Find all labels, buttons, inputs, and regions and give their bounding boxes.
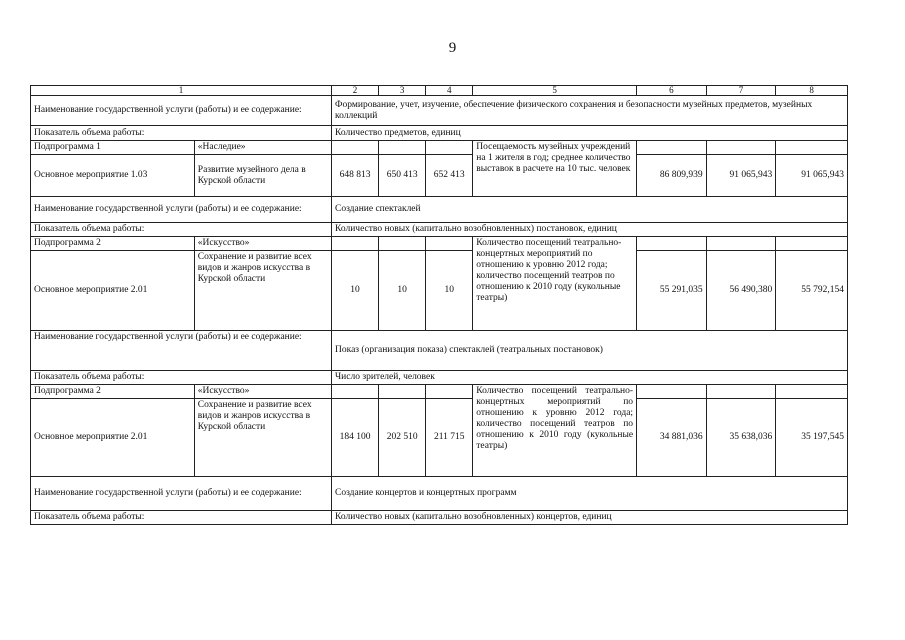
service-row [31,477,848,511]
header-cell: 8 [776,86,848,96]
value-cell: 10 [379,251,426,331]
indicator-text: Количество посещений театрально-концертных мероприятий по отношению к уровню 2012 года; количество посещений театров по отношению к 2010 году (кукольные театры) [473,385,637,477]
value-cell: 202 510 [379,399,426,477]
indicator-value: Количество новых (капитально возобновленных) постановок, единиц [331,223,847,237]
indicator-label: Показатель объема работы: [31,511,332,525]
service-label: Наименование государственной услуги (работы) и ее содержание: [31,96,332,126]
indicator-text: Посещаемость музейных учреждений на 1 жителя в год; среднее количество выставок в расчете на 10 тыс. человек [473,141,637,197]
value-cell: 650 413 [379,155,426,197]
header-cell: 3 [379,86,426,96]
service-value: Показ (организация показа) спектаклей (театральных постановок) [331,331,847,371]
event-label: Основное мероприятие 1.03 [31,155,195,197]
indicator-label: Показатель объема работы: [31,223,332,237]
value-cell: 55 792,154 [776,251,848,331]
value-cell: 35 638,036 [706,399,776,477]
subprogram-label: Подпрограмма 2 [31,237,195,251]
value-cell: 10 [426,251,473,331]
value-cell: 184 100 [331,399,378,477]
header-cell: 5 [473,86,637,96]
value-cell: 91 065,943 [706,155,776,197]
page-number: 9 [448,40,457,56]
service-row [31,197,848,223]
subprogram-label: Подпрограмма 2 [31,385,195,399]
header-cell: 1 [31,86,332,96]
subprogram-value: «Искусство» [194,385,331,399]
event-name: Развитие музейного дела в Курской области [194,155,331,197]
indicator-value: Количество новых (капитально возобновленных) концертов, единиц [331,511,847,525]
indicator-row [31,511,848,525]
value-cell: 56 490,380 [706,251,776,331]
header-row [31,86,848,96]
service-value: Формирование, учет, изучение, обеспечение физического сохранения и безопасности музейных предметов, музейных коллекций [331,96,847,126]
value-cell: 91 065,943 [776,155,848,197]
service-value: Создание спектаклей [331,197,847,223]
value-cell: 652 413 [426,155,473,197]
indicator-text: Количество посещений театрально-концертных мероприятий по отношению к уровню 2012 года; количество посещений театров по отношению к 2010 году (кукольные театры) [473,237,637,331]
value-cell: 211 715 [426,399,473,477]
service-row [31,96,848,126]
service-label: Наименование государственной услуги (работы) и ее содержание: [31,197,332,223]
subprogram-value: «Искусство» [194,237,331,251]
event-name: Сохранение и развитие всех видов и жанров искусства в Курской области [194,251,331,331]
service-label: Наименование государственной услуги (работы) и ее содержание: [31,331,332,371]
header-cell: 7 [706,86,776,96]
indicator-value: Число зрителей, человек [331,371,847,385]
subprogram-row [31,141,848,155]
value-cell: 648 813 [331,155,378,197]
event-row [31,155,848,197]
service-value: Создание концертов и концертных программ [331,477,847,511]
indicator-row [31,126,848,141]
value-cell: 10 [331,251,378,331]
value-cell: 55 291,035 [637,251,707,331]
header-cell: 4 [426,86,473,96]
event-name: Сохранение и развитие всех видов и жанров искусства в Курской области [194,399,331,477]
value-cell: 35 197,545 [776,399,848,477]
value-cell: 86 809,939 [637,155,707,197]
value-cell: 34 881,036 [637,399,707,477]
budget-table [30,85,848,525]
indicator-row [31,223,848,237]
indicator-label: Показатель объема работы: [31,126,332,141]
event-label: Основное мероприятие 2.01 [31,251,195,331]
subprogram-row [31,237,848,251]
indicator-value: Количество предметов, единиц [331,126,847,141]
subprogram-row [31,385,848,399]
event-row [31,399,848,477]
event-row [31,251,848,331]
event-label: Основное мероприятие 2.01 [31,399,195,477]
header-cell: 6 [637,86,707,96]
service-row [31,331,848,371]
indicator-row [31,371,848,385]
indicator-label: Показатель объема работы: [31,371,332,385]
service-label: Наименование государственной услуги (работы) и ее содержание: [31,477,332,511]
subprogram-label: Подпрограмма 1 [31,141,195,155]
header-cell: 2 [331,86,378,96]
subprogram-value: «Наследие» [194,141,331,155]
